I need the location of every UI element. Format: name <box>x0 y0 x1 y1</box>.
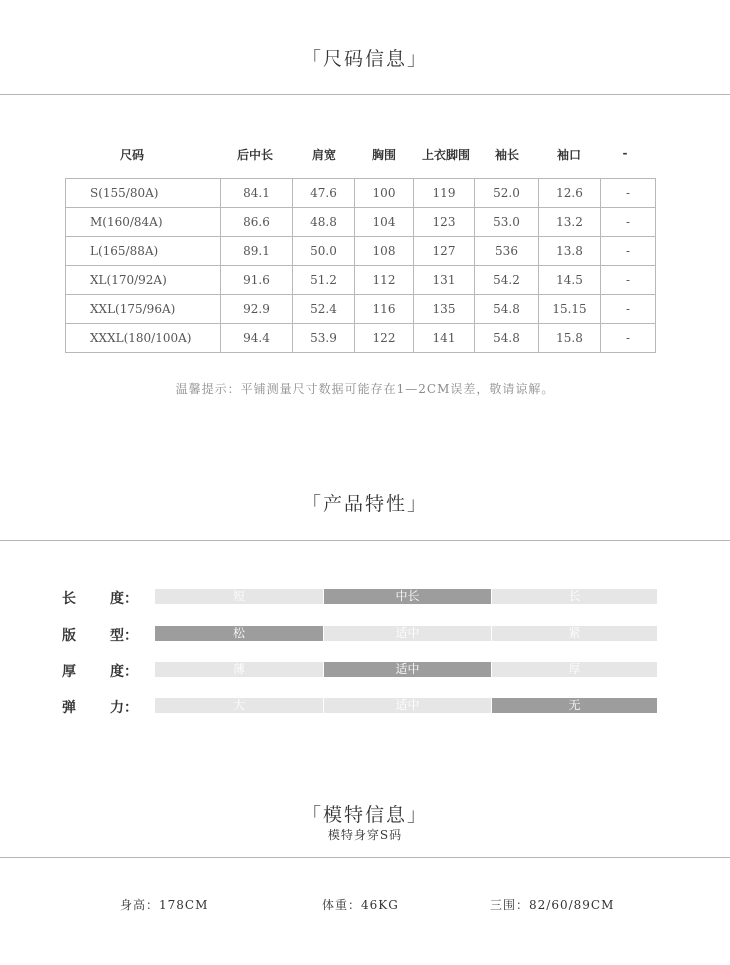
feature-row <box>0 662 730 678</box>
feature-option-selected: 松 <box>155 626 323 641</box>
model-size-note: 模特身穿S码 <box>327 828 403 842</box>
table-cell: 54.8 <box>475 324 539 353</box>
table-cell: 131 <box>414 266 475 295</box>
table-cell: 94.4 <box>221 324 293 353</box>
table-cell: 54.8 <box>475 295 539 324</box>
header-sleeve-length: 袖长 <box>494 148 520 162</box>
table-cell: - <box>601 266 656 295</box>
header-cuff: 袖口 <box>556 148 582 162</box>
feature-option-selected: 适中 <box>324 662 491 677</box>
feature-label-part: 力： <box>110 700 138 716</box>
header-hem: 上衣脚围 <box>421 148 471 162</box>
feature-option: 紧 <box>492 626 657 641</box>
size-divider <box>0 94 730 95</box>
header-extra: - <box>622 146 628 160</box>
feature-label-part: 度： <box>110 664 138 680</box>
table-cell: 14.5 <box>539 266 601 295</box>
feature-option: 长 <box>492 589 657 604</box>
feature-option-selected: 无 <box>492 698 657 713</box>
feature-option: 适中 <box>324 698 491 713</box>
size-label-cell: XXL(175/96A) <box>66 295 221 324</box>
table-cell: 108 <box>355 237 414 266</box>
table-row <box>66 266 656 295</box>
model-height: 身高：178CM <box>120 898 209 912</box>
table-cell: 13.8 <box>539 237 601 266</box>
table-cell: 52.0 <box>475 179 539 208</box>
table-cell: 53.0 <box>475 208 539 237</box>
header-chest: 胸围 <box>371 148 397 162</box>
table-cell: 50.0 <box>293 237 355 266</box>
table-cell: 119 <box>414 179 475 208</box>
size-table <box>65 178 656 353</box>
feature-label-part: 版 <box>62 628 76 644</box>
header-back-length: 后中长 <box>236 148 274 162</box>
table-cell: 123 <box>414 208 475 237</box>
size-table-header <box>0 146 730 162</box>
model-measurements: 三围：82/60/89CM <box>490 898 615 912</box>
table-cell: 536 <box>475 237 539 266</box>
table-row <box>66 295 656 324</box>
table-cell: - <box>601 179 656 208</box>
table-cell: 135 <box>414 295 475 324</box>
product-features-title: 「产品特性」 <box>301 493 428 515</box>
table-cell: 100 <box>355 179 414 208</box>
table-cell: 122 <box>355 324 414 353</box>
table-cell: 13.2 <box>539 208 601 237</box>
table-cell: 48.8 <box>293 208 355 237</box>
size-label-cell: XL(170/92A) <box>66 266 221 295</box>
table-cell: 104 <box>355 208 414 237</box>
feature-option: 适中 <box>324 626 491 641</box>
table-cell: 89.1 <box>221 237 293 266</box>
feature-row <box>0 626 730 642</box>
table-cell: 141 <box>414 324 475 353</box>
table-cell: 52.4 <box>293 295 355 324</box>
table-cell: - <box>601 237 656 266</box>
table-cell: 112 <box>355 266 414 295</box>
table-cell: 51.2 <box>293 266 355 295</box>
feature-row <box>0 589 730 605</box>
size-table-body <box>66 179 656 353</box>
table-cell: - <box>601 295 656 324</box>
table-cell: 84.1 <box>221 179 293 208</box>
table-cell: 53.9 <box>293 324 355 353</box>
table-cell: 86.6 <box>221 208 293 237</box>
table-row <box>66 179 656 208</box>
size-info-title: 「尺码信息」 <box>301 48 428 70</box>
features-divider <box>0 540 730 541</box>
model-info-title: 「模特信息」 <box>301 804 428 826</box>
feature-option: 短 <box>155 589 323 604</box>
feature-option: 薄 <box>155 662 323 677</box>
feature-option: 厚 <box>492 662 657 677</box>
feature-label-part: 弹 <box>62 700 76 716</box>
table-cell: 47.6 <box>293 179 355 208</box>
model-weight: 体重：46KG <box>322 898 399 912</box>
feature-row <box>0 698 730 714</box>
table-cell: - <box>601 324 656 353</box>
table-cell: 91.6 <box>221 266 293 295</box>
feature-option: 大 <box>155 698 323 713</box>
size-label-cell: XXXL(180/100A) <box>66 324 221 353</box>
table-cell: 54.2 <box>475 266 539 295</box>
feature-option-selected: 中长 <box>324 589 491 604</box>
size-label-cell: S(155/80A) <box>66 179 221 208</box>
feature-label-part: 型： <box>110 628 138 644</box>
table-cell: 15.8 <box>539 324 601 353</box>
table-cell: 116 <box>355 295 414 324</box>
table-row <box>66 324 656 353</box>
table-cell: 15.15 <box>539 295 601 324</box>
feature-label-part: 度： <box>110 591 138 607</box>
table-row <box>66 237 656 266</box>
size-label-cell: M(160/84A) <box>66 208 221 237</box>
feature-label-part: 厚 <box>62 664 76 680</box>
size-label-cell: L(165/88A) <box>66 237 221 266</box>
table-cell: 12.6 <box>539 179 601 208</box>
model-divider <box>0 857 730 858</box>
measurement-note: 温馨提示：平铺测量尺寸数据可能存在1—2CM误差，敬请谅解。 <box>175 382 555 396</box>
table-cell: - <box>601 208 656 237</box>
feature-label-part: 长 <box>62 591 76 607</box>
table-cell: 127 <box>414 237 475 266</box>
table-row <box>66 208 656 237</box>
header-shoulder: 肩宽 <box>311 148 337 162</box>
table-cell: 92.9 <box>221 295 293 324</box>
header-size: 尺码 <box>119 148 145 162</box>
